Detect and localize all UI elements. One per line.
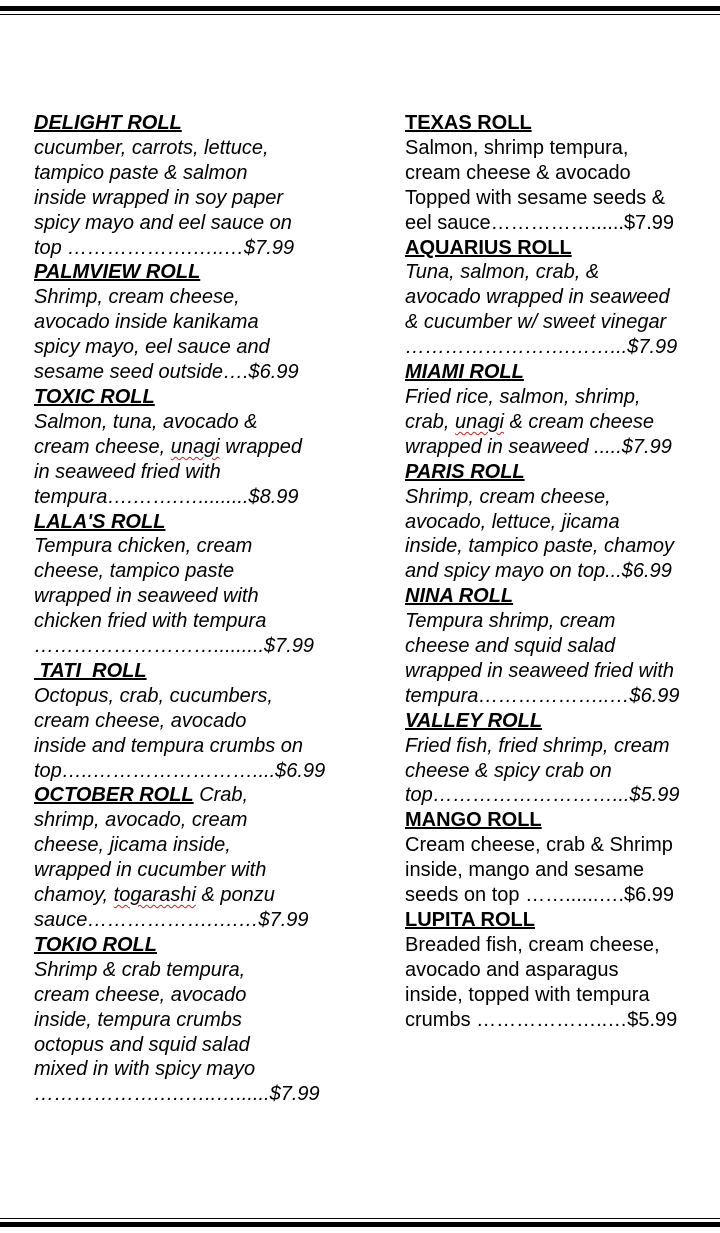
menu-item-title-line [405, 709, 705, 734]
menu-item-name: AQUARIUS ROLL [405, 236, 572, 259]
menu-item-name: TATI ROLL [34, 659, 147, 682]
menu-item-palmview-roll [34, 260, 334, 385]
menu-item-description-line: Topped with sesame seeds & [405, 186, 666, 209]
menu-item-description-line: ……………….….…..…......$7.99 [34, 1083, 320, 1106]
menu-item-october-roll [34, 783, 334, 932]
menu-item-description-line: chicken fried with tempura [34, 610, 267, 633]
menu-item-description-line: crab, unagi & cream cheese [405, 410, 655, 433]
menu-item-title-line [34, 385, 334, 410]
menu-item-description-line: wrapped in cucumber with [34, 859, 267, 882]
top-border-thin [0, 14, 720, 15]
menu-item-title-line [34, 260, 334, 285]
menu-item-title-line [405, 908, 705, 933]
menu-item-title-line [405, 808, 705, 833]
menu-item-name: TEXAS ROLL [405, 112, 532, 134]
spellcheck-underline: togarashi [113, 884, 196, 907]
menu-item-description-line: Octopus, crab, cucumbers, [34, 684, 273, 707]
menu-item-valley-roll [405, 709, 705, 809]
menu-item-mango-roll [405, 808, 705, 908]
menu-item-description-line: Fried fish, fried shrimp, cream [405, 734, 670, 757]
menu-item-description-line: Tempura shrimp, cream [405, 610, 616, 633]
menu-item-name: OCTOBER ROLL [34, 784, 194, 807]
menu-item-title-line [405, 460, 705, 485]
menu-column-right [405, 111, 705, 1033]
menu-item-description-line: …………………….……...$7.99 [405, 336, 678, 359]
menu-item-delight-roll [34, 111, 334, 260]
menu-item-title-line [34, 111, 334, 136]
menu-item-description-line: seeds on top ……......….$6.99 [405, 884, 675, 907]
menu-item-title-line [34, 510, 334, 535]
menu-item-paris-roll [405, 460, 705, 585]
menu-item-description-line: shrimp, avocado, cream [34, 809, 248, 832]
menu-item-description-line: Cream cheese, crab & Shrimp [405, 834, 673, 857]
menu-item-name: TOKIO ROLL [34, 933, 157, 956]
menu-item-nina-roll [405, 584, 705, 709]
menu-item-description-line: mixed in with spicy mayo [34, 1058, 256, 1081]
menu-item-description-line: cream cheese, unagi wrapped [34, 435, 302, 458]
menu-item-title-line [405, 584, 705, 609]
menu-item-description-line: cheese, tampico paste [34, 560, 235, 583]
menu-item-description-line: Salmon, shrimp tempura, [405, 136, 629, 159]
menu-item-lupita-roll [405, 908, 705, 1033]
menu-item-title-line [405, 111, 705, 136]
menu-item-miami-roll [405, 360, 705, 460]
spellcheck-underline: unagi [170, 435, 220, 458]
menu-item-description-line: wrapped in seaweed .....$7.99 [405, 435, 672, 458]
menu-item-description-line: Fried rice, salmon, shrimp, [405, 385, 641, 408]
menu-item-name: PARIS ROLL [405, 460, 525, 483]
menu-item-toxic-roll [34, 385, 334, 510]
menu-item-description-line: crumbs ………………..…$5.99 [405, 1008, 678, 1031]
menu-item-name: VALLEY ROLL [405, 709, 543, 732]
menu-item-description-line: Tempura chicken, cream [34, 535, 253, 558]
menu-item-description-line: Shrimp & crab tempura, [34, 958, 246, 981]
menu-item-description-line: tempura….…….….........$8.99 [34, 485, 299, 508]
menu-item-description-line: sauce……………….….…$7.99 [34, 909, 309, 931]
menu-item-title-line [405, 360, 705, 385]
menu-item-description-line: inside, tampico paste, chamoy [405, 535, 675, 558]
menu-item-description-line: Tuna, salmon, crab, & [405, 261, 600, 284]
menu-item-description-line: inside, tempura crumbs [34, 1008, 242, 1031]
menu-item-description-line: cream cheese & avocado [405, 161, 631, 184]
menu-item-description-line: cheese, jicama inside, [34, 834, 231, 857]
menu-item-description-line: tampico paste & salmon [34, 161, 248, 184]
menu-item-name: LUPITA ROLL [405, 909, 535, 931]
menu-item-description-line: wrapped in seaweed fried with [405, 659, 675, 682]
menu-item-name: MANGO ROLL [405, 809, 542, 832]
spellcheck-underline: unagi [455, 410, 504, 433]
menu-item-description-line: in seaweed fried with [34, 460, 221, 483]
menu-item-tokio-roll [34, 933, 334, 1107]
top-border-thick [0, 6, 720, 11]
menu-item-description-line: Breaded fish, cream cheese, [405, 933, 660, 956]
menu-item-title-line [405, 236, 705, 261]
menu-item-tati-roll [34, 659, 334, 784]
menu-item-description-line: inside and tempura crumbs on [34, 734, 304, 757]
menu-item-description-line: inside wrapped in soy paper [34, 186, 284, 209]
menu-item-description-line: octopus and squid salad [34, 1033, 250, 1056]
menu-item-description: Crab, [193, 784, 249, 807]
menu-item-description-line: Shrimp, cream cheese, [405, 485, 611, 508]
menu-item-description-line: spicy mayo, eel sauce and [34, 336, 270, 359]
menu-item-description-line: top ……………….…..…$7.99 [34, 236, 295, 259]
menu-item-description-line: avocado wrapped in seaweed [405, 286, 670, 309]
menu-item-texas-roll [405, 111, 705, 236]
menu-item-description-line: cucumber, carrots, lettuce, [34, 136, 269, 159]
menu-column-left [34, 111, 334, 1107]
menu-item-description-line: avocado inside kanikama [34, 311, 259, 334]
menu-item-title-line [34, 659, 334, 684]
menu-item-description-line: wrapped in seaweed with [34, 585, 259, 608]
menu-item-description-line: cream cheese, avocado [34, 709, 247, 732]
menu-item-description-line: and spicy mayo on top...$6.99 [405, 560, 672, 583]
menu-item-description-line: eel sauce……………......$7.99 [405, 211, 675, 234]
menu-item-description-line: inside, topped with tempura [405, 983, 650, 1006]
menu-item-description-line: cheese and squid salad [405, 635, 616, 658]
menu-item-name: TOXIC ROLL [34, 385, 155, 408]
menu-item-description-line: top………………………...$5.99 [405, 784, 680, 807]
menu-item-description-line: ……………………….........$7.99 [34, 635, 315, 658]
menu-item-description-line: chamoy, togarashi & ponzu [34, 884, 275, 907]
menu-item-name: NINA ROLL [405, 585, 514, 608]
menu-item-name: MIAMI ROLL [405, 361, 524, 384]
bottom-border-thin [0, 1218, 720, 1219]
menu-item-aquarius-roll [405, 236, 705, 361]
menu-item-description-line: & cucumber w/ sweet vinegar [405, 311, 667, 334]
menu-item-description-line: spicy mayo and eel sauce on [34, 211, 292, 234]
menu-item-name: PALMVIEW ROLL [34, 261, 201, 284]
menu-item-name: LALA'S ROLL [34, 510, 166, 533]
menu-item-description-line: avocado and asparagus [405, 958, 619, 981]
menu-item-description-line: inside, mango and sesame [405, 859, 645, 882]
menu-item-name: DELIGHT ROLL [34, 112, 182, 134]
menu-item-lala-s-roll [34, 510, 334, 659]
menu-item-description-line: tempura………………..…$6.99 [405, 684, 680, 707]
menu-item-description-line: avocado, lettuce, jicama [405, 510, 620, 533]
menu-item-description-line: cheese & spicy crab on [405, 759, 612, 782]
bottom-border-thick [0, 1222, 720, 1227]
menu-item-title-line [34, 783, 334, 808]
menu-item-description-line: Shrimp, cream cheese, [34, 286, 240, 309]
menu-item-description-line: cream cheese, avocado [34, 983, 247, 1006]
menu-item-description-line: Salmon, tuna, avocado & [34, 410, 258, 433]
menu-item-title-line [34, 933, 334, 958]
menu-item-description-line: sesame seed outside….$6.99 [34, 361, 299, 384]
menu-item-description-line: top…..……………………....$6.99 [34, 759, 326, 782]
